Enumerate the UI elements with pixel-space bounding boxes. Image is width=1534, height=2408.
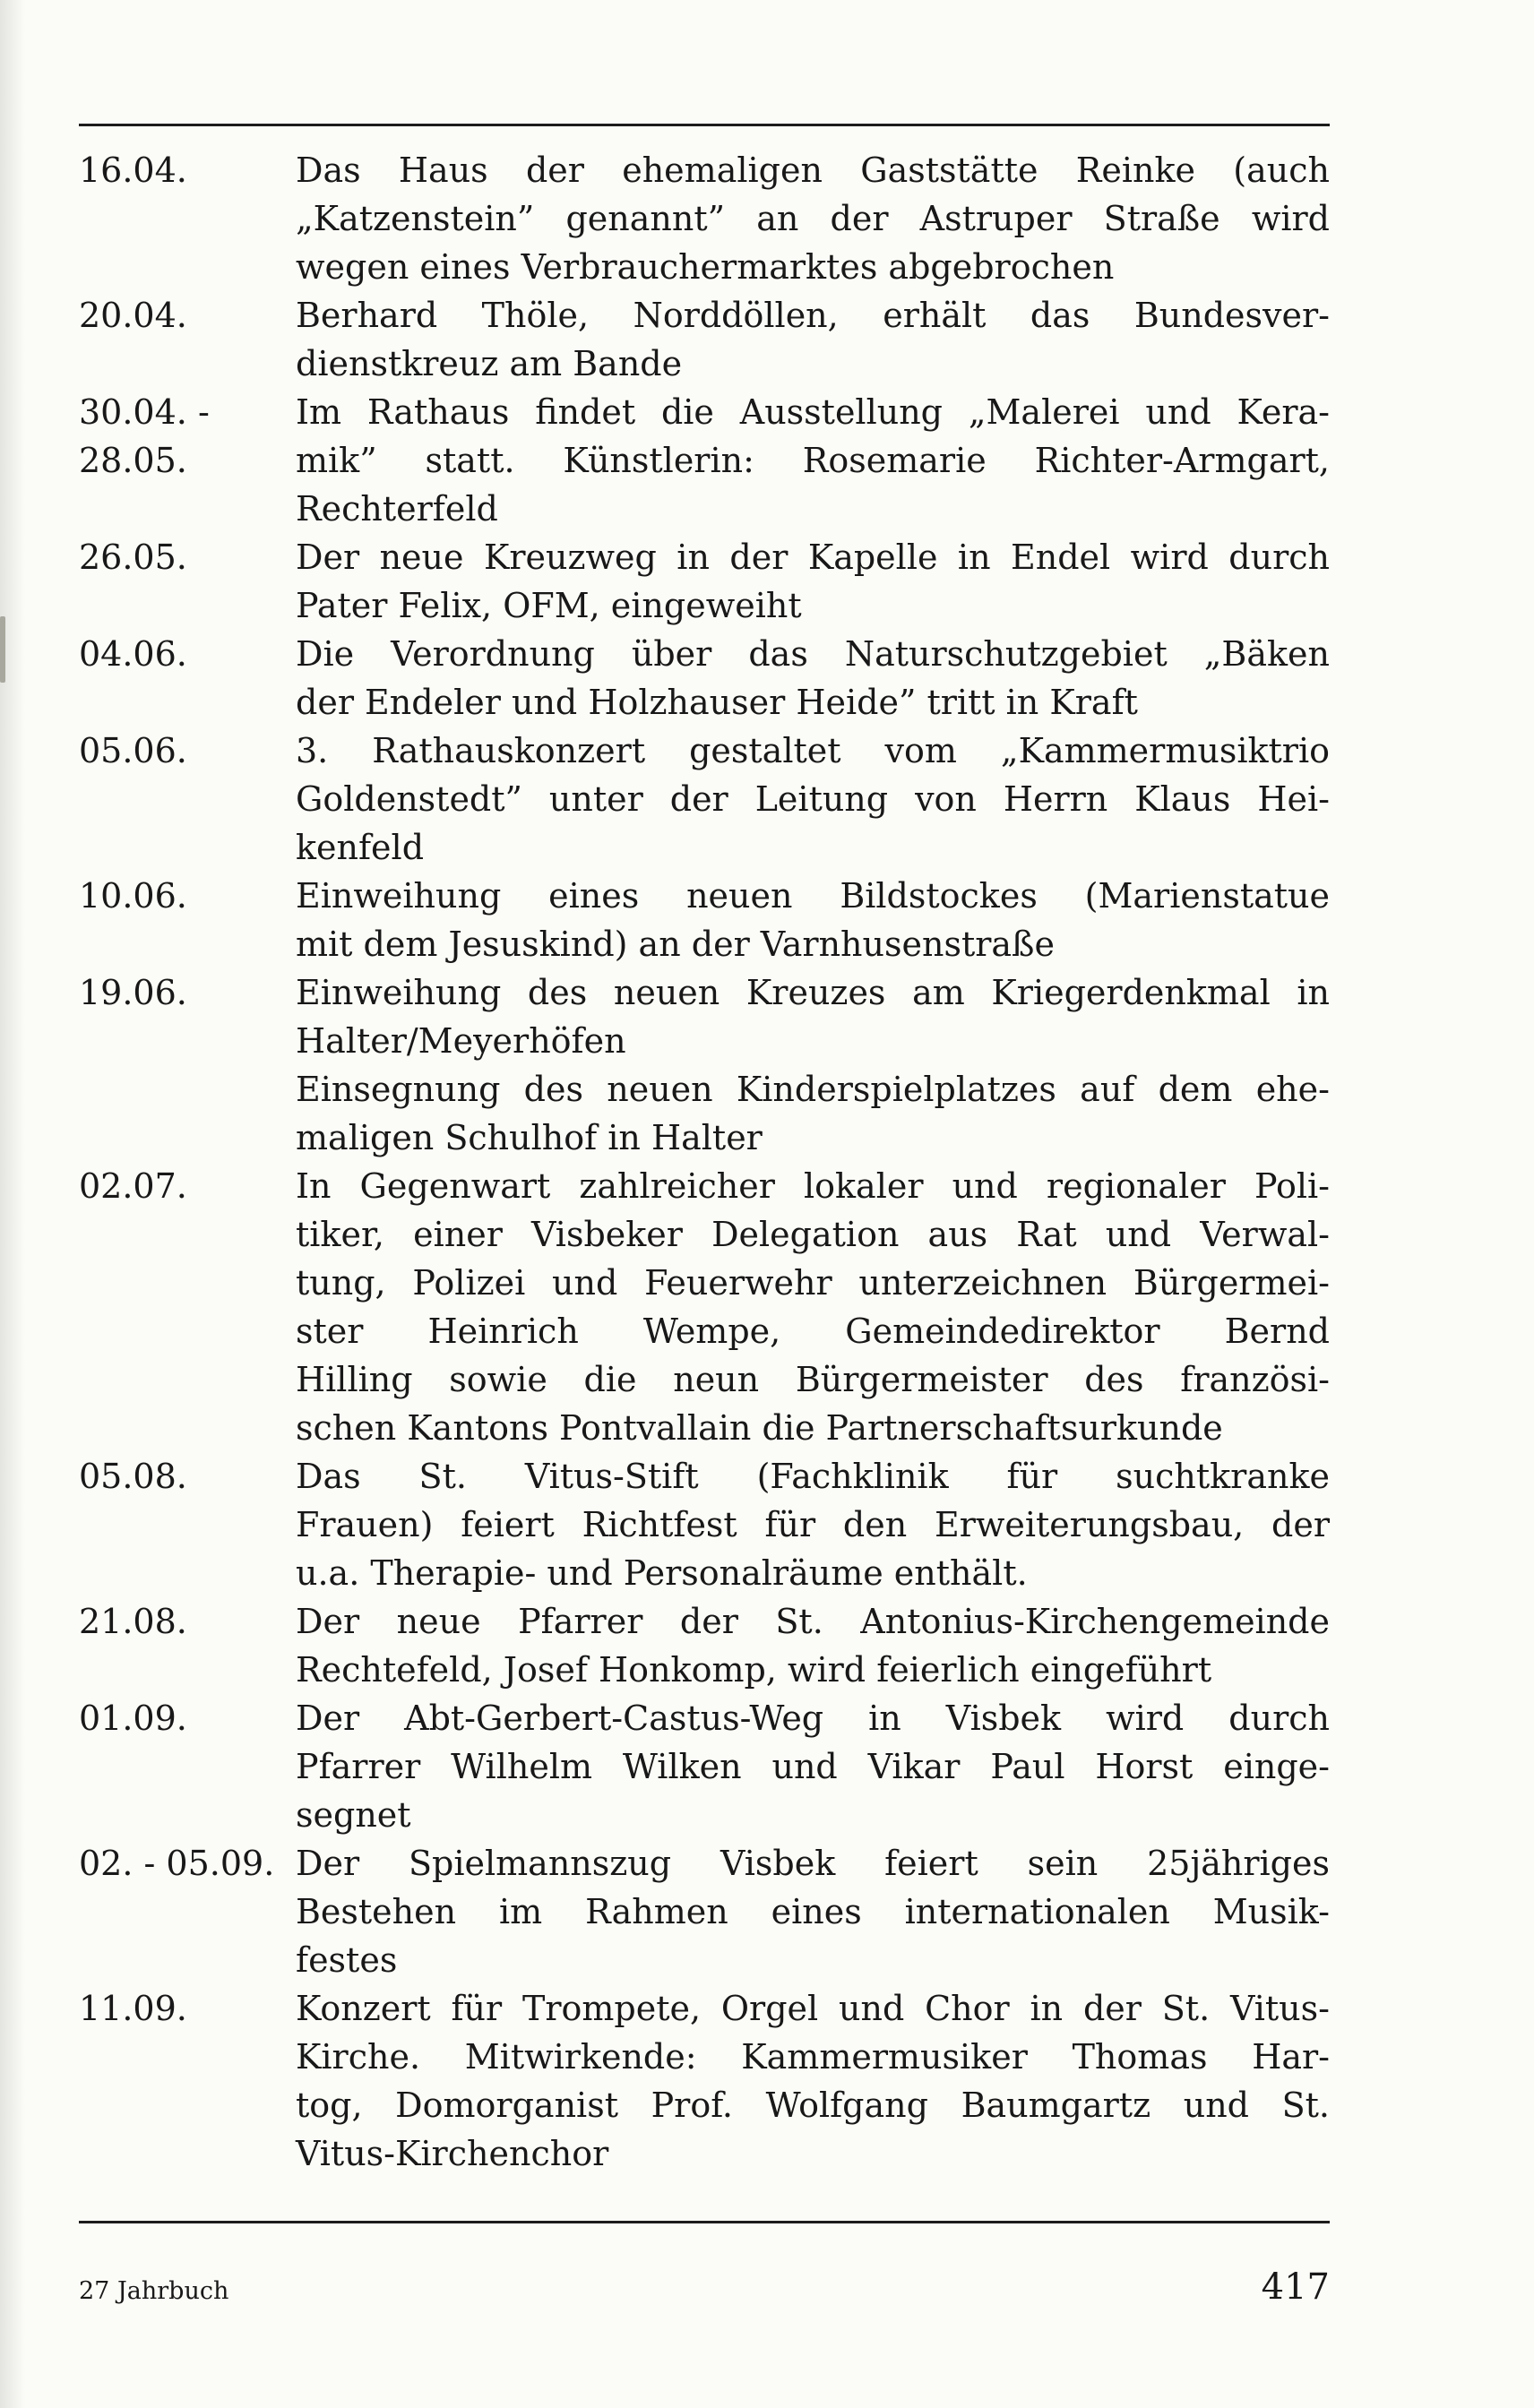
entry-date-line: 11.09. <box>79 1989 187 2028</box>
bottom-rule <box>79 2221 1330 2223</box>
entry-text-line: Hilling sowie die neun Bürgermeister des französi- <box>296 1360 1330 1399</box>
entry-text-line: Einsegnung des neuen Kinderspielplatzes auf dem ehe- <box>296 1070 1330 1109</box>
entry-text-line: Pater Felix, OFM, eingeweiht <box>296 586 802 625</box>
entry-row <box>79 388 1330 533</box>
entry-text <box>296 1694 1330 1839</box>
entry-text-line: dienstkreuz am Bande <box>296 344 683 383</box>
entry-date-line: 01.09. <box>79 1698 187 1738</box>
entry-date <box>79 1162 296 1452</box>
page-content <box>79 0 1330 2308</box>
entry-date-line: 16.04. <box>79 150 187 190</box>
entry-text <box>296 872 1330 968</box>
entry-date <box>79 291 296 388</box>
page-footer <box>79 2266 1330 2308</box>
entry-date-line: 19.06. <box>79 973 187 1012</box>
entry-text-line: In Gegenwart zahlreicher lokaler und regionaler Poli- <box>296 1166 1330 1206</box>
entry-text-line: tung, Polizei und Feuerwehr unterzeichnen Bürgermei- <box>296 1263 1330 1303</box>
entry-date <box>79 533 296 630</box>
entry-date-line: 05.06. <box>79 731 187 770</box>
entry-date <box>79 1839 296 1984</box>
entry-text <box>296 968 1330 1065</box>
entry-text-line: Pfarrer Wilhelm Wilken und Vikar Paul Horst einge- <box>296 1747 1330 1786</box>
entry-text-line: kenfeld <box>296 828 425 867</box>
entry-text-line: „Katzenstein” genannt” an der Astruper Straße wird <box>296 199 1330 238</box>
entry-text-line: Vitus-Kirchenchor <box>296 2134 609 2173</box>
entry-text-line: Einweihung des neuen Kreuzes am Kriegerdenkmal in <box>296 973 1330 1012</box>
entry-date-line: 20.04. <box>79 296 187 335</box>
entry-date <box>79 727 296 872</box>
entry-text-line: Berhard Thöle, Norddöllen, erhält das Bundesver- <box>296 296 1330 335</box>
entry-text-line: 3. Rathauskonzert gestaltet vom „Kammermusiktrio <box>296 731 1330 770</box>
page-gutter-shadow <box>0 0 25 2408</box>
entry-date-line: 21.08. <box>79 1602 187 1641</box>
entry-text-line: Das Haus der ehemaligen Gaststätte Reinke (auch <box>296 150 1330 190</box>
entry-date <box>79 1452 296 1597</box>
entry-row <box>79 872 1330 968</box>
entry-text-line: maligen Schulhof in Halter <box>296 1118 763 1157</box>
top-rule <box>79 124 1330 126</box>
entry-date <box>79 1694 296 1839</box>
entry-text-line: Einweihung eines neuen Bildstockes (Marienstatue <box>296 876 1330 916</box>
entry-text <box>296 630 1330 727</box>
entry-text-line: Goldenstedt” unter der Leitung von Herrn Klaus Hei- <box>296 779 1330 819</box>
entry-text-line: Rechtefeld, Josef Honkomp, wird feierlich eingeführt <box>296 1650 1212 1690</box>
entry-text-line: Der Abt-Gerbert-Castus-Weg in Visbek wird durch <box>296 1698 1330 1738</box>
entry-date-line: 04.06. <box>79 634 187 674</box>
entry-row <box>79 968 1330 1065</box>
entry-row <box>79 1694 1330 1839</box>
entry-text-line: schen Kantons Pontvallain die Partnerschaftsurkunde <box>296 1408 1223 1448</box>
entry-text-line: der Endeler und Holzhauser Heide” tritt in Kraft <box>296 683 1138 722</box>
entry-text-line: Im Rathaus findet die Ausstellung „Malerei und Kera- <box>296 392 1330 432</box>
entry-text-line: Der Spielmannszug Visbek feiert sein 25jähriges <box>296 1844 1330 1883</box>
entry-text-line: Kirche. Mitwirkende: Kammermusiker Thomas Har- <box>296 2037 1330 2077</box>
entry-date <box>79 1065 296 1162</box>
entry-date <box>79 1597 296 1694</box>
entry-text-line: Halter/Meyerhöfen <box>296 1021 626 1061</box>
entry-text <box>296 1452 1330 1597</box>
entry-text <box>296 1597 1330 1694</box>
entry-date <box>79 146 296 291</box>
entry-text <box>296 1839 1330 1984</box>
entry-text-line: Konzert für Trompete, Orgel und Chor in der St. Vitus- <box>296 1989 1330 2028</box>
entry-date-line: 02. - 05.09. <box>79 1844 275 1883</box>
entry-row <box>79 146 1330 291</box>
entry-text-line: Rechterfeld <box>296 489 498 529</box>
entry-text-line: Der neue Pfarrer der St. Antonius-Kirchengemeinde <box>296 1602 1330 1641</box>
entry-text-line: Bestehen im Rahmen eines internationalen Musik- <box>296 1892 1330 1931</box>
entry-date-line: 05.08. <box>79 1457 187 1496</box>
chronicle-entries <box>79 146 1330 2178</box>
entry-row <box>79 533 1330 630</box>
entry-text-line: u.a. Therapie- und Personalräume enthält. <box>296 1553 1028 1593</box>
entry-date <box>79 630 296 727</box>
entry-date-line: 28.05. <box>79 441 187 480</box>
entry-text-line: Das St. Vitus-Stift (Fachklinik für suchtkranke <box>296 1457 1330 1496</box>
entry-text-line: ster Heinrich Wempe, Gemeindedirektor Bernd <box>296 1312 1330 1351</box>
entry-text-line: mit dem Jesuskind) an der Varnhusenstraße <box>296 924 1055 964</box>
entry-text-line: segnet <box>296 1795 411 1835</box>
entry-text-line: tiker, einer Visbeker Delegation aus Rat und Verwal- <box>296 1215 1330 1254</box>
entry-row <box>79 1162 1330 1452</box>
entry-date <box>79 872 296 968</box>
entry-date-line: 10.06. <box>79 876 187 916</box>
entry-text <box>296 1162 1330 1452</box>
scan-artifact <box>0 616 5 683</box>
entry-row <box>79 727 1330 872</box>
entry-date <box>79 968 296 1065</box>
entry-row <box>79 1839 1330 1984</box>
entry-row <box>79 1065 1330 1162</box>
entry-text-line: Der neue Kreuzweg in der Kapelle in Endel wird durch <box>296 538 1330 577</box>
entry-text <box>296 388 1330 533</box>
entry-text <box>296 1065 1330 1162</box>
entry-date-line: 30.04. - <box>79 392 210 432</box>
entry-text-line: festes <box>296 1940 398 1980</box>
entry-row <box>79 1984 1330 2178</box>
entry-text-line: tog, Domorganist Prof. Wolfgang Baumgartz und St. <box>296 2086 1330 2125</box>
entry-row <box>79 630 1330 727</box>
entry-date <box>79 388 296 533</box>
page-number: 417 <box>1261 2266 1330 2308</box>
entry-text-line: mik” statt. Künstlerin: Rosemarie Richter-Armgart, <box>296 441 1330 480</box>
entry-text <box>296 533 1330 630</box>
entry-date <box>79 1984 296 2178</box>
entry-text-line: wegen eines Verbrauchermarktes abgebrochen <box>296 247 1115 287</box>
entry-date-line: 02.07. <box>79 1166 187 1206</box>
entry-text-line: Die Verordnung über das Naturschutzgebiet „Bäken <box>296 634 1330 674</box>
entry-row <box>79 1597 1330 1694</box>
entry-text <box>296 146 1330 291</box>
entry-row <box>79 1452 1330 1597</box>
footer-volume-label: 27 Jahrbuch <box>79 2277 229 2305</box>
entry-text <box>296 727 1330 872</box>
entry-row <box>79 291 1330 388</box>
entry-text-line: Frauen) feiert Richtfest für den Erweiterungsbau, der <box>296 1505 1330 1544</box>
entry-date-line: 26.05. <box>79 538 187 577</box>
entry-text <box>296 291 1330 388</box>
entry-text <box>296 1984 1330 2178</box>
